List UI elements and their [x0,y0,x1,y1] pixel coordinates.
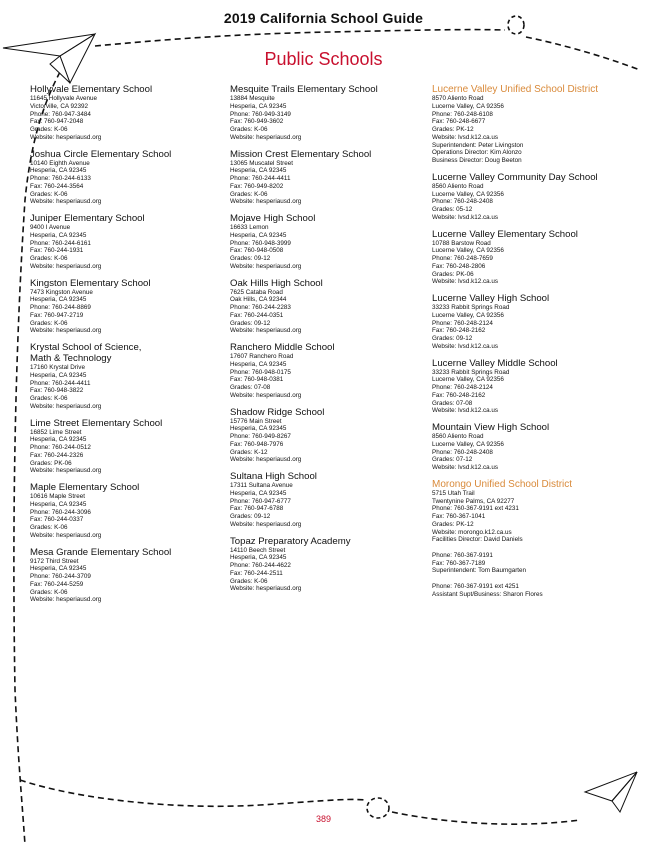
detail-line: Fax: 760-248-6677 [432,118,486,126]
detail-line: Assistant Supt/Business: Sharon Flores [432,590,543,598]
detail-line: Hesperia, CA 92345 [230,554,287,562]
detail-line: Phone: 760-244-4622 [230,562,291,569]
school-name: Juniper Elementary School [30,213,145,224]
detail-line: Grades: 09-12 [230,513,271,520]
detail-line: Grades: K-06 [30,588,68,596]
detail-line: Grades: 09-12 [230,255,271,262]
detail-line: 10140 Eighth Avenue [30,159,90,167]
detail-line: Fax: 760-244-2511 [230,569,283,577]
detail-line: Phone: 760-248-6108 [432,110,493,118]
detail-line: Fax: 760-949-3602 [230,118,284,126]
detail-line: Lucerne Valley, CA 92356 [432,311,504,319]
school-name: Kingston Elementary School [30,277,151,289]
detail-line: 8560 Aliento Road [432,433,484,440]
detail-line: Fax: 760-244-3564 [30,182,84,190]
school-entry [30,342,222,411]
detail-line: Phone: 760-948-3999 [230,239,291,247]
detail-line: Grades: 07-08 [432,399,473,407]
detail-line: 8560 Aliento Road [432,182,484,190]
detail-line: Website: hesperiausd.org [30,467,102,475]
school-name: Krystal School of Science, [30,342,142,353]
school-entry [30,149,222,207]
school-entry [230,471,425,529]
detail-line: Website: hesperiausd.org [30,133,102,141]
detail-line: Grades: 07-12 [432,456,473,464]
detail-line: Fax: 760-947-6788 [230,505,284,513]
detail-line: Grades: K-06 [30,126,68,133]
detail-line: Phone: 760-244-3709 [30,573,91,580]
detail-line: Fax: 760-948-3822 [30,387,84,395]
detail-line: Website: lvsd.k12.ca.us [432,342,499,350]
school-entry [230,213,425,271]
detail-line: Fax: 760-248-2162 [432,327,486,335]
detail-line: 7625 Cataba Road [230,288,283,296]
detail-line: Website: hesperiausd.org [30,596,102,604]
detail-line: Business Director: Doug Beeton [432,157,522,164]
school-name: Hollyvale Elementary School [30,84,153,95]
detail-line: Grades: PK-06 [30,459,72,467]
detail-line: Website: lvsd.k12.ca.us [432,213,499,221]
school-entry [230,84,425,142]
detail-line: Website: hesperiausd.org [230,262,302,270]
detail-line: Website: hesperiausd.org [230,327,302,335]
detail-line: Hesperia, CA 92345 [230,360,287,368]
school-name: Joshua Circle Elementary School [30,148,172,160]
detail-line: Grades: 07-08 [230,384,271,391]
detail-line: Phone: 760-948-0175 [230,368,291,376]
school-entry [30,547,222,605]
detail-line: Grades: K-06 [30,319,68,327]
school-entry [30,213,222,271]
detail-line: Phone: 760-367-9191 ext 4251 [432,582,519,590]
detail-line: 17160 Krystal Drive [30,364,85,371]
school-entry [432,422,632,472]
detail-line: Website: lvsd.k12.ca.us [432,133,499,141]
detail-line: Phone: 760-244-0512 [30,444,91,451]
detail-line: Hesperia, CA 92345 [230,489,287,497]
paper-airplane-icon [585,772,637,812]
column-1 [30,84,222,611]
detail-line: 14110 Beech Street [230,546,286,554]
detail-line: 16633 Lemon [230,224,269,231]
detail-line: Fax: 760-244-0337 [30,516,84,524]
page-number: 389 [315,814,332,824]
school-name: Lucerne Valley Middle School [432,357,558,369]
detail-line: Grades: 05-12 [432,206,473,213]
spacer [432,544,632,552]
detail-line: Fax: 760-244-0351 [230,311,284,319]
detail-line: Website: lvsd.k12.ca.us [432,407,499,415]
detail-line: Hesperia, CA 92345 [30,296,87,304]
detail-line: Grades: K-06 [230,190,268,198]
detail-line: Phone: 760-244-4411 [30,379,91,387]
detail-line: 5715 Utah Trail [432,489,475,497]
detail-line: Website: hesperiausd.org [30,402,102,410]
detail-line: Website: hesperiausd.org [30,262,102,270]
school-name: Lime Street Elementary School [30,417,163,429]
detail-line: Grades: K-06 [230,126,268,133]
detail-line: 13884 Mesquite [230,95,275,102]
spacer [432,575,632,583]
detail-line: Grades: 09-12 [432,335,473,342]
detail-line: Website: hesperiausd.org [230,456,302,464]
detail-line: Website: hesperiausd.org [30,198,102,206]
detail-line: Phone: 760-248-7659 [432,255,493,262]
detail-line: Hesperia, CA 92345 [30,167,87,175]
detail-line: Hesperia, CA 92345 [30,565,87,573]
school-name: Mission Crest Elementary School [230,148,372,160]
school-entry [230,278,425,336]
detail-line: Lucerne Valley, CA 92356 [432,190,504,198]
column-3 [432,84,632,605]
column-2 [230,84,425,600]
detail-line: Phone: 760-244-8869 [30,304,91,311]
detail-line: Fax: 760-248-2806 [432,262,486,270]
detail-line: 17607 Ranchero Road [230,353,294,360]
detail-line: Website: hesperiausd.org [230,585,302,593]
detail-line: Website: hesperiausd.org [230,198,302,206]
school-name: Oak Hills High School [230,277,323,289]
detail-line: 10616 Maple Street [30,493,85,500]
detail-line: Fax: 760-367-1041 [432,513,486,520]
district-entry [432,479,632,599]
detail-line: 15776 Main Street [230,417,282,425]
detail-line: Grades: K-06 [30,395,68,402]
school-entry [230,536,425,594]
detail-line: Fax: 760-948-0381 [230,376,284,384]
detail-line: Twentynine Palms, CA 92277 [432,497,515,505]
detail-line: Hesperia, CA 92345 [230,167,287,175]
detail-line: Phone: 760-248-2408 [432,198,493,206]
detail-line: 9400 I Avenue [30,224,71,231]
detail-line: Grades: K-06 [30,524,68,531]
detail-line: Website: hesperiausd.org [30,327,102,335]
detail-line: 13065 Muscatel Street [230,159,294,167]
detail-line: Fax: 760-367-7189 [432,559,486,567]
school-entry [230,342,425,400]
detail-line: Phone: 760-244-6133 [30,175,91,182]
detail-line: 10788 Barstow Road [432,239,491,247]
detail-line: Phone: 760-244-2283 [230,304,291,311]
detail-line: Fax: 760-948-0508 [230,247,284,255]
school-entry [30,278,222,336]
detail-line: Website: hesperiausd.org [230,133,302,141]
school-name: Maple Elementary School [30,482,140,493]
district-name: Lucerne Valley Unified School District [432,84,599,95]
school-entry [432,229,632,287]
detail-line: Lucerne Valley, CA 92356 [432,440,504,448]
school-entry [432,293,632,351]
detail-line: Grades: PK-06 [432,270,474,278]
detail-line: Lucerne Valley, CA 92356 [432,102,504,110]
detail-line: Phone: 760-949-3149 [230,110,291,118]
detail-line: Phone: 760-244-4411 [230,175,291,182]
detail-line: Fax: 760-244-1931 [30,247,84,255]
page-header-title: 2019 California School Guide [223,10,424,26]
detail-line: Superintendent: Tom Baumgarten [432,567,527,575]
detail-line: Grades: K-06 [30,190,68,198]
detail-line: Phone: 760-248-2124 [432,384,493,391]
school-name: Mesa Grande Elementary School [30,546,172,558]
detail-line: Grades: K-06 [30,255,68,262]
detail-line: Fax: 760-947-2719 [30,311,84,319]
district-entry [432,84,632,165]
school-entry [30,482,222,540]
detail-line: Fax: 760-949-8202 [230,182,284,190]
school-entry [230,149,425,207]
detail-line: Website: hesperiausd.org [230,391,302,399]
detail-line: Phone: 760-367-9191 [432,551,493,559]
detail-line: Phone: 760-947-3484 [30,110,91,118]
detail-line: Victorville, CA 92392 [30,102,88,110]
detail-line: Phone: 760-947-6777 [230,497,291,505]
detail-line: Fax: 760-947-2048 [30,118,84,126]
detail-line: Website: hesperiausd.org [230,520,302,528]
detail-line: Hesperia, CA 92345 [230,231,287,239]
school-name: Topaz Preparatory Academy [230,535,351,547]
detail-line: Phone: 760-244-3096 [30,508,91,516]
detail-line: 9172 Third Street [30,557,79,565]
school-entry [230,407,425,465]
school-entry [432,172,632,222]
school-name: Lucerne Valley Community Day School [432,171,598,183]
detail-line: Hesperia, CA 92345 [30,436,87,444]
school-name-continued: Math & Technology [30,353,112,364]
detail-line: Website: lvsd.k12.ca.us [432,278,499,286]
detail-line: Grades: PK-12 [432,126,474,133]
detail-line: Facilities Director: David Daniels [432,536,523,544]
district-name: Morongo Unified School District [432,478,573,490]
detail-line: Grades: 09-12 [230,319,271,327]
school-name: Mountain View High School [432,422,550,433]
detail-line: Website: lvsd.k12.ca.us [432,464,499,471]
detail-line: Grades: K-12 [230,448,268,456]
school-name: Mesquite Trails Elementary School [230,84,378,95]
school-entry [432,358,632,416]
school-name: Lucerne Valley High School [432,293,550,304]
detail-line: Lucerne Valley, CA 92356 [432,247,504,255]
detail-line: 33233 Rabbit Springs Road [432,304,510,311]
detail-line: Oak Hills, CA 92344 [230,296,287,304]
detail-line: Hesperia, CA 92345 [30,371,87,379]
detail-line: 17311 Sultana Avenue [230,482,293,489]
school-entry [30,418,222,476]
detail-line: Hesperia, CA 92345 [230,102,287,110]
detail-line: Superintendent: Peter Livingston [432,141,524,149]
detail-line: Hesperia, CA 92345 [30,231,87,239]
school-name: Sultana High School [230,471,317,482]
school-name: Ranchero Middle School [230,342,335,353]
detail-line: Fax: 760-244-2326 [30,451,84,459]
detail-line: Fax: 760-948-7976 [230,440,284,448]
detail-line: Hesperia, CA 92345 [30,500,87,508]
detail-line: Fax: 760-248-2162 [432,391,486,399]
detail-line: 16852 Lime Street [30,428,82,436]
detail-line: Phone: 760-248-2124 [432,319,493,327]
detail-line: Grades: PK-12 [432,520,474,528]
school-name: Mojave High School [230,213,316,224]
detail-line: Grades: K-06 [230,577,268,585]
school-name: Shadow Ridge School [230,406,325,418]
detail-line: Phone: 760-248-2408 [432,448,493,456]
detail-line: 7473 Kingston Avenue [30,288,93,296]
detail-line: Website: hesperiausd.org [30,531,102,539]
detail-line: Website: morongo.k12.ca.us [432,528,512,536]
detail-line: Hesperia, CA 92345 [230,425,287,433]
school-name: Lucerne Valley Elementary School [432,228,578,240]
school-entry [30,84,222,142]
detail-line: Phone: 760-244-6161 [30,239,91,247]
detail-line: Phone: 760-367-9191 ext 4231 [432,505,519,513]
detail-line: Phone: 760-949-8267 [230,433,291,440]
detail-line: 8570 Aliento Road [432,95,484,102]
detail-line: Lucerne Valley, CA 92356 [432,376,504,384]
section-title: Public Schools [264,49,383,69]
detail-line: 33233 Rabbit Springs Road [432,368,510,376]
detail-line: Fax: 760-244-5259 [30,580,84,588]
detail-line: 11645 Hollyvale Avenue [30,95,97,102]
detail-line: Operations Director: Kim Alonzo [432,149,522,157]
